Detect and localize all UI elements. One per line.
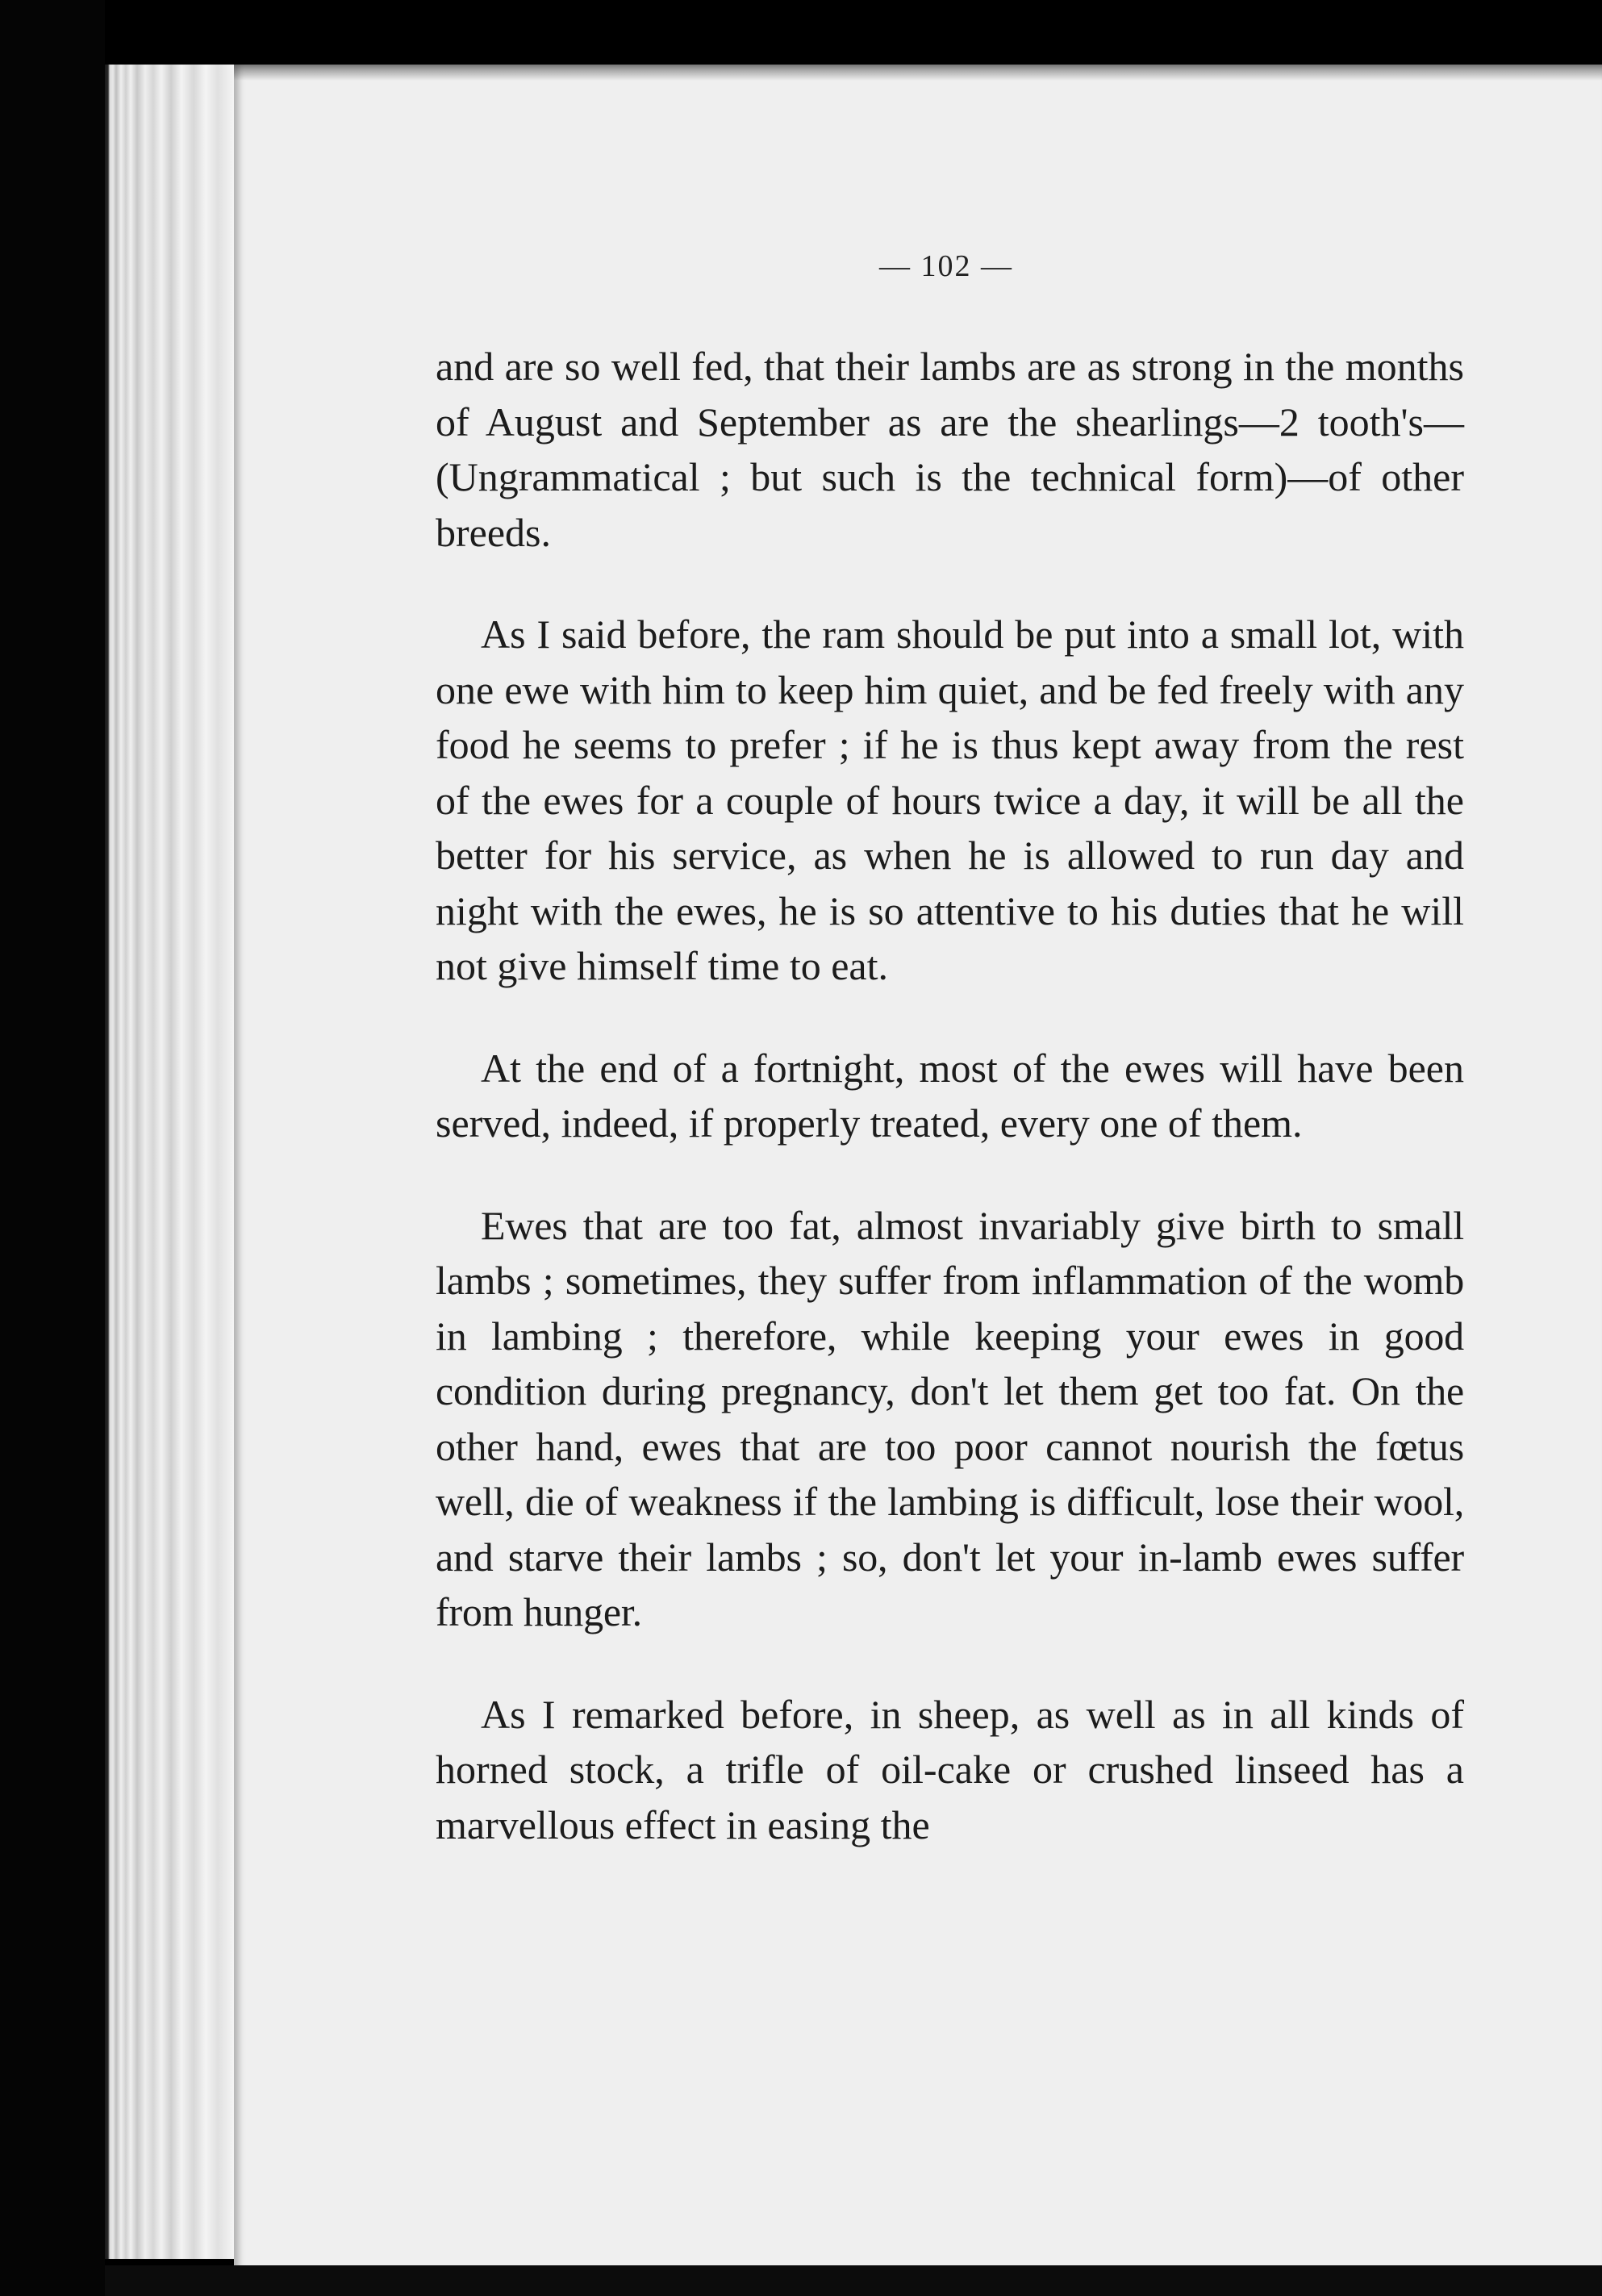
scan-background-left [0, 0, 105, 2296]
paragraph-continuation: and are so well fed, that their lambs are as strong in the months of August and September as are the shearlings—2 tooth's—(Ungrammatical ; but such is the technical form)—of other breeds. [436, 344, 1464, 555]
paragraph-ewe-condition: Ewes that are too fat, almost invariably give birth to small lambs ; sometimes, they suffer from inflammation of the womb in lambing ; therefore, while keeping your ewes in good condition during pregnancy, don't let them get too fat. On the other hand, ewes that are too poor cannot nourish the fœtus well, die of weakness if the lambing is difficult, lose their wool, and starve their lambs ; so, don't let your in-lamb ewes suffer from hunger. [436, 1202, 1464, 1634]
paragraph-oil-cake: As I remarked before, in sheep, as well as in all kinds of horned stock, a trifle of oil-cake or crushed linseed has a marvellous effect in easing the [436, 1691, 1464, 1847]
body-text [436, 339, 1464, 1852]
paragraph-ram-feeding: As I said before, the ram should be put into a small lot, with one ewe with him to keep him quiet, and be fed freely with any food he seems to prefer ; if he is thus kept away from the rest of the ewes for a couple of hours twice a day, it will be all the better for his service, as when he is allowed to run day and night with the ewes, he is so attentive to his duties that he will not give himself time to eat. [436, 612, 1464, 988]
scan-background-bottom [105, 2265, 1602, 2296]
book-page [234, 65, 1602, 2275]
page-number: — 102 — [879, 249, 1013, 283]
book-page-edges [105, 65, 242, 2259]
page-top-shadow [234, 65, 1602, 81]
paragraph-fortnight: At the end of a fortnight, most of the ewes will have been served, indeed, if properly treated, every one of them. [436, 1045, 1464, 1146]
